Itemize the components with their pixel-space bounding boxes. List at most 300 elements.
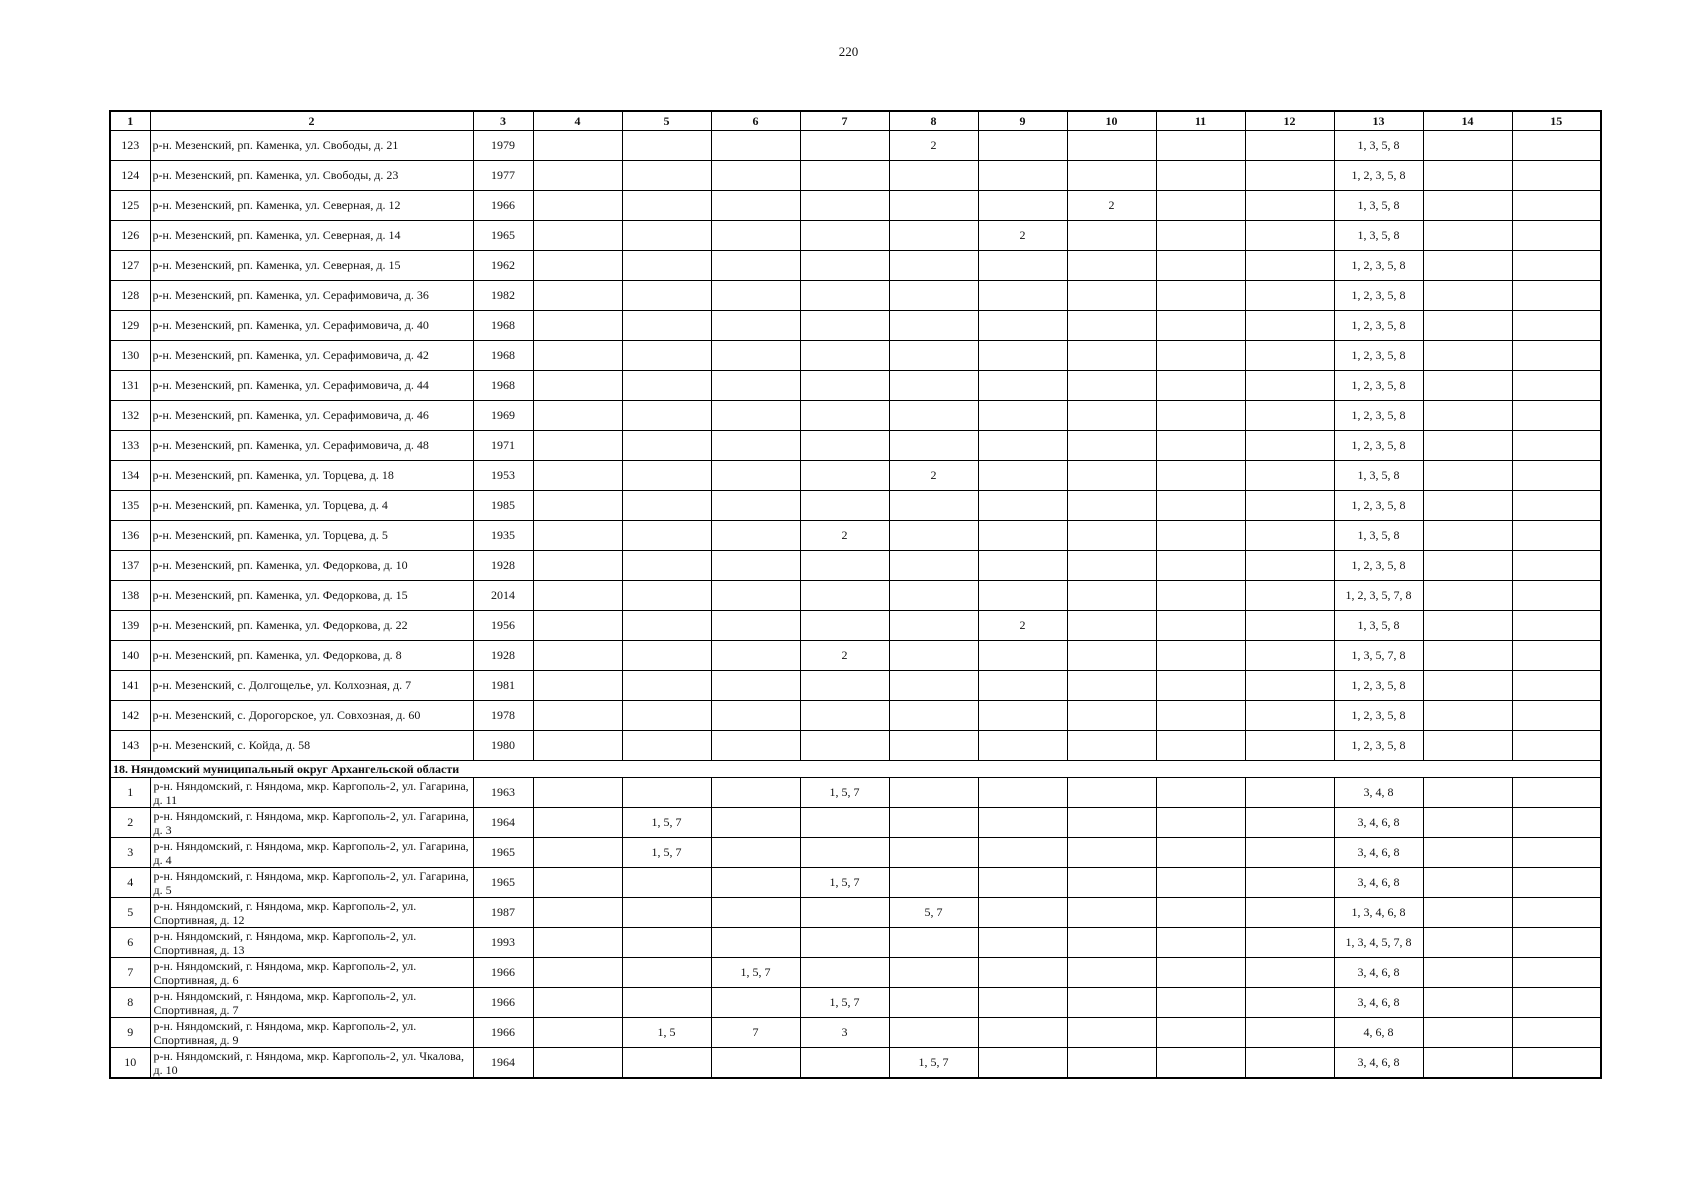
table-cell xyxy=(711,551,800,581)
table-cell xyxy=(622,431,711,461)
table-cell xyxy=(1423,671,1512,701)
table-cell xyxy=(1067,401,1156,431)
column-header: 8 xyxy=(889,111,978,131)
table-cell xyxy=(1423,161,1512,191)
table-cell xyxy=(533,898,622,928)
table-cell xyxy=(800,191,889,221)
table-cell xyxy=(711,251,800,281)
table-cell xyxy=(622,958,711,988)
table-cell xyxy=(1423,251,1512,281)
table-cell: 3 xyxy=(110,838,150,868)
table-cell xyxy=(1423,461,1512,491)
table-cell xyxy=(1156,928,1245,958)
table-cell xyxy=(800,371,889,401)
address-cell: р-н. Мезенский, с. Дорогорское, ул. Совхозная, д. 60 xyxy=(150,701,473,731)
table-cell xyxy=(889,868,978,898)
table-cell xyxy=(800,671,889,701)
table-cell: 1, 3, 4, 5, 7, 8 xyxy=(1334,928,1423,958)
table-cell xyxy=(533,161,622,191)
table-cell: 1, 3, 5, 7, 8 xyxy=(1334,641,1423,671)
table-row xyxy=(110,1048,1601,1079)
table-cell xyxy=(1156,131,1245,161)
table-cell xyxy=(1156,808,1245,838)
column-header: 15 xyxy=(1512,111,1601,131)
column-header: 6 xyxy=(711,111,800,131)
table-cell xyxy=(533,731,622,761)
table-cell: 125 xyxy=(110,191,150,221)
table-cell xyxy=(1067,671,1156,701)
table-cell xyxy=(1423,1048,1512,1079)
table-cell: 2 xyxy=(1067,191,1156,221)
table-cell: 1956 xyxy=(473,611,533,641)
table-cell: 1953 xyxy=(473,461,533,491)
table-cell xyxy=(711,808,800,838)
table-cell: 1966 xyxy=(473,988,533,1018)
table-cell xyxy=(711,341,800,371)
table-cell xyxy=(533,611,622,641)
table-cell xyxy=(1067,491,1156,521)
table-cell: 1, 2, 3, 5, 8 xyxy=(1334,161,1423,191)
table-cell xyxy=(1512,778,1601,808)
table-cell xyxy=(1423,431,1512,461)
table-row xyxy=(110,611,1601,641)
table-cell xyxy=(1067,281,1156,311)
address-cell: р-н. Мезенский, рп. Каменка, ул. Свободы, д. 21 xyxy=(150,131,473,161)
table-cell xyxy=(1067,898,1156,928)
table-cell xyxy=(1245,461,1334,491)
table-cell xyxy=(1423,898,1512,928)
table-cell xyxy=(800,581,889,611)
table-cell xyxy=(978,898,1067,928)
table-row xyxy=(110,251,1601,281)
table-cell: 1 xyxy=(110,778,150,808)
table-row xyxy=(110,731,1601,761)
table-cell xyxy=(800,401,889,431)
table-cell xyxy=(889,521,978,551)
table-cell xyxy=(800,491,889,521)
table-cell xyxy=(889,431,978,461)
table-cell xyxy=(1156,401,1245,431)
table-cell xyxy=(978,311,1067,341)
table-row xyxy=(110,131,1601,161)
table-cell xyxy=(1512,371,1601,401)
table-cell: 139 xyxy=(110,611,150,641)
table-cell xyxy=(1423,611,1512,641)
address-cell: р-н. Мезенский, рп. Каменка, ул. Серафимовича, д. 48 xyxy=(150,431,473,461)
table-cell xyxy=(1245,551,1334,581)
table-cell xyxy=(622,161,711,191)
table-cell xyxy=(1245,671,1334,701)
table-cell xyxy=(1423,868,1512,898)
table-cell: 2 xyxy=(978,221,1067,251)
table-cell xyxy=(1067,958,1156,988)
column-header: 13 xyxy=(1334,111,1423,131)
table-cell xyxy=(800,958,889,988)
table-cell: 1, 3, 5, 8 xyxy=(1334,191,1423,221)
table-cell xyxy=(889,1018,978,1048)
table-cell xyxy=(978,701,1067,731)
table-cell xyxy=(1156,898,1245,928)
address-cell: р-н. Мезенский, рп. Каменка, ул. Федоркова, д. 22 xyxy=(150,611,473,641)
table-cell xyxy=(978,251,1067,281)
table-cell xyxy=(1245,191,1334,221)
table-cell xyxy=(1156,311,1245,341)
table-cell: 134 xyxy=(110,461,150,491)
table-cell: 7 xyxy=(711,1018,800,1048)
table-cell xyxy=(1245,341,1334,371)
address-cell: р-н. Мезенский, рп. Каменка, ул. Северная, д. 12 xyxy=(150,191,473,221)
table-row xyxy=(110,1018,1601,1048)
table-cell xyxy=(800,551,889,581)
table-cell xyxy=(889,551,978,581)
table-cell: 135 xyxy=(110,491,150,521)
table-cell xyxy=(622,928,711,958)
table-cell: 1, 2, 3, 5, 8 xyxy=(1334,731,1423,761)
table-cell xyxy=(1423,988,1512,1018)
address-cell: р-н. Мезенский, рп. Каменка, ул. Серафимовича, д. 40 xyxy=(150,311,473,341)
table-cell xyxy=(1423,641,1512,671)
table-cell xyxy=(1067,551,1156,581)
table-cell xyxy=(1512,281,1601,311)
table-cell xyxy=(622,581,711,611)
table-cell xyxy=(1067,431,1156,461)
table-cell: 1, 3, 5, 8 xyxy=(1334,221,1423,251)
table-cell xyxy=(533,581,622,611)
table-cell xyxy=(1067,221,1156,251)
table-cell: 1985 xyxy=(473,491,533,521)
table-cell: 142 xyxy=(110,701,150,731)
table-cell: 8 xyxy=(110,988,150,1018)
table-cell xyxy=(1512,341,1601,371)
table-cell xyxy=(1067,778,1156,808)
table-cell: 3, 4, 8 xyxy=(1334,778,1423,808)
table-cell xyxy=(711,431,800,461)
table-cell xyxy=(1245,611,1334,641)
table-cell xyxy=(1512,868,1601,898)
table-cell xyxy=(1156,431,1245,461)
table-cell xyxy=(622,371,711,401)
table-cell xyxy=(1156,1048,1245,1079)
table-cell xyxy=(1423,581,1512,611)
table-cell xyxy=(1245,581,1334,611)
table-cell xyxy=(1156,161,1245,191)
table-cell xyxy=(622,701,711,731)
table-cell: 140 xyxy=(110,641,150,671)
table-cell xyxy=(1512,1048,1601,1079)
table-cell xyxy=(978,161,1067,191)
table-cell: 138 xyxy=(110,581,150,611)
table-cell: 136 xyxy=(110,521,150,551)
table-cell xyxy=(1245,731,1334,761)
table-cell: 1966 xyxy=(473,191,533,221)
table-cell: 2 xyxy=(800,641,889,671)
table-cell xyxy=(711,868,800,898)
table-cell xyxy=(1156,671,1245,701)
table-cell: 1928 xyxy=(473,641,533,671)
table-cell xyxy=(1512,251,1601,281)
table-cell: 2 xyxy=(800,521,889,551)
table-cell xyxy=(1156,371,1245,401)
table-cell xyxy=(533,521,622,551)
table-cell xyxy=(533,1018,622,1048)
table-row xyxy=(110,521,1601,551)
table-cell: 2 xyxy=(110,808,150,838)
table-cell xyxy=(1245,988,1334,1018)
table-cell xyxy=(1423,311,1512,341)
table-cell xyxy=(1512,551,1601,581)
table-cell xyxy=(1067,988,1156,1018)
table-cell xyxy=(1512,1018,1601,1048)
column-header: 4 xyxy=(533,111,622,131)
table-cell xyxy=(1067,868,1156,898)
table-cell xyxy=(1245,838,1334,868)
table-cell xyxy=(889,251,978,281)
address-cell: р-н. Няндомский, г. Няндома, мкр. Каргополь-2, ул. Спортивная, д. 6 xyxy=(150,958,473,988)
table-cell xyxy=(1512,958,1601,988)
table-cell xyxy=(1245,701,1334,731)
column-header: 1 xyxy=(110,111,150,131)
table-cell xyxy=(533,221,622,251)
table-cell xyxy=(622,898,711,928)
table-cell: 132 xyxy=(110,401,150,431)
address-cell: р-н. Мезенский, рп. Каменка, ул. Торцева, д. 18 xyxy=(150,461,473,491)
table-cell xyxy=(1156,221,1245,251)
table-cell xyxy=(622,311,711,341)
table-cell xyxy=(533,191,622,221)
table-cell xyxy=(800,131,889,161)
table-cell xyxy=(1512,221,1601,251)
table-cell xyxy=(533,461,622,491)
table-cell xyxy=(978,868,1067,898)
table-cell xyxy=(1067,808,1156,838)
table-row xyxy=(110,988,1601,1018)
table-cell xyxy=(1156,958,1245,988)
table-row xyxy=(110,581,1601,611)
table-cell xyxy=(622,491,711,521)
section-title: 18. Няндомский муниципальный округ Архангельской области xyxy=(110,761,1601,778)
table-cell xyxy=(1156,461,1245,491)
table-cell xyxy=(978,928,1067,958)
table-cell xyxy=(800,251,889,281)
table-cell: 3, 4, 6, 8 xyxy=(1334,868,1423,898)
table-cell xyxy=(889,491,978,521)
address-cell: р-н. Мезенский, рп. Каменка, ул. Свободы, д. 23 xyxy=(150,161,473,191)
table-cell xyxy=(978,281,1067,311)
table-cell: 6 xyxy=(110,928,150,958)
table-cell xyxy=(622,401,711,431)
table-cell xyxy=(1156,1018,1245,1048)
table-cell xyxy=(1423,928,1512,958)
table-cell xyxy=(1245,928,1334,958)
table-cell xyxy=(1245,778,1334,808)
table-cell: 1977 xyxy=(473,161,533,191)
table-cell xyxy=(1512,701,1601,731)
table-cell: 1, 5, 7 xyxy=(622,838,711,868)
table-cell xyxy=(1423,131,1512,161)
table-row xyxy=(110,701,1601,731)
table-cell xyxy=(622,341,711,371)
table-cell xyxy=(978,371,1067,401)
table-cell xyxy=(1156,778,1245,808)
table-cell xyxy=(533,431,622,461)
table-cell xyxy=(1423,341,1512,371)
table-cell xyxy=(978,641,1067,671)
table-cell: 1969 xyxy=(473,401,533,431)
table-cell: 123 xyxy=(110,131,150,161)
column-header: 12 xyxy=(1245,111,1334,131)
table-cell xyxy=(533,671,622,701)
table-cell xyxy=(1245,431,1334,461)
table-cell: 1, 2, 3, 5, 8 xyxy=(1334,341,1423,371)
table-cell xyxy=(978,551,1067,581)
table-cell: 1, 2, 3, 5, 8 xyxy=(1334,431,1423,461)
column-header: 7 xyxy=(800,111,889,131)
table-cell: 137 xyxy=(110,551,150,581)
table-cell: 1965 xyxy=(473,838,533,868)
table-cell xyxy=(889,611,978,641)
address-cell: р-н. Няндомский, г. Няндома, мкр. Каргополь-2, ул. Чкалова, д. 10 xyxy=(150,1048,473,1079)
table-cell: 1, 5, 7 xyxy=(889,1048,978,1079)
table-row xyxy=(110,341,1601,371)
table-cell xyxy=(1512,611,1601,641)
table-cell xyxy=(711,491,800,521)
table-cell xyxy=(800,311,889,341)
table-cell xyxy=(1067,371,1156,401)
table-cell: 131 xyxy=(110,371,150,401)
table-cell xyxy=(889,671,978,701)
table-row xyxy=(110,491,1601,521)
table-row xyxy=(110,431,1601,461)
table-cell: 3, 4, 6, 8 xyxy=(1334,1048,1423,1079)
table-cell: 1, 5, 7 xyxy=(711,958,800,988)
table-cell xyxy=(622,191,711,221)
table-cell xyxy=(711,731,800,761)
table-cell xyxy=(800,431,889,461)
table-cell: 1, 5 xyxy=(622,1018,711,1048)
table-row xyxy=(110,868,1601,898)
table-cell: 7 xyxy=(110,958,150,988)
table-cell: 1, 2, 3, 5, 8 xyxy=(1334,251,1423,281)
table-cell xyxy=(1512,161,1601,191)
table-cell xyxy=(533,371,622,401)
address-cell: р-н. Мезенский, с. Койда, д. 58 xyxy=(150,731,473,761)
table-cell xyxy=(889,731,978,761)
table-cell xyxy=(978,671,1067,701)
table-cell xyxy=(533,701,622,731)
table-cell xyxy=(711,671,800,701)
table-cell: 1966 xyxy=(473,958,533,988)
table-cell xyxy=(1067,161,1156,191)
table-cell xyxy=(1156,551,1245,581)
table-cell xyxy=(978,581,1067,611)
table-cell: 1966 xyxy=(473,1018,533,1048)
table-cell xyxy=(711,898,800,928)
table-row xyxy=(110,461,1601,491)
table-cell xyxy=(1245,161,1334,191)
table-cell xyxy=(1512,581,1601,611)
table-cell xyxy=(1423,401,1512,431)
table-cell xyxy=(978,461,1067,491)
table-cell: 1, 2, 3, 5, 8 xyxy=(1334,491,1423,521)
table-cell: 1, 5, 7 xyxy=(622,808,711,838)
table-cell xyxy=(711,131,800,161)
table-cell xyxy=(711,401,800,431)
table-cell: 126 xyxy=(110,221,150,251)
table-cell xyxy=(1423,371,1512,401)
table-cell xyxy=(1156,251,1245,281)
table-cell: 141 xyxy=(110,671,150,701)
column-header: 9 xyxy=(978,111,1067,131)
address-cell: р-н. Мезенский, рп. Каменка, ул. Серафимовича, д. 46 xyxy=(150,401,473,431)
table-cell xyxy=(1156,988,1245,1018)
table-cell xyxy=(622,131,711,161)
table-cell xyxy=(1067,838,1156,868)
column-header-row xyxy=(110,111,1601,131)
address-cell: р-н. Мезенский, рп. Каменка, ул. Серафимовича, д. 42 xyxy=(150,341,473,371)
table-cell xyxy=(1067,521,1156,551)
table-cell xyxy=(1245,281,1334,311)
table-cell: 5 xyxy=(110,898,150,928)
table-cell xyxy=(978,958,1067,988)
table-cell xyxy=(889,401,978,431)
table-cell xyxy=(1067,928,1156,958)
table-cell xyxy=(1245,1018,1334,1048)
table-cell: 2 xyxy=(889,461,978,491)
table-row xyxy=(110,838,1601,868)
table-row xyxy=(110,371,1601,401)
address-cell: р-н. Мезенский, рп. Каменка, ул. Федоркова, д. 10 xyxy=(150,551,473,581)
table-cell xyxy=(1423,701,1512,731)
table-cell xyxy=(889,641,978,671)
table-cell xyxy=(1423,958,1512,988)
table-cell xyxy=(533,838,622,868)
column-header: 14 xyxy=(1423,111,1512,131)
table-cell: 129 xyxy=(110,311,150,341)
table-cell xyxy=(978,131,1067,161)
table-cell xyxy=(978,491,1067,521)
table-cell: 3, 4, 6, 8 xyxy=(1334,808,1423,838)
table-cell: 1, 5, 7 xyxy=(800,868,889,898)
table-cell xyxy=(1067,1048,1156,1079)
table-cell xyxy=(622,521,711,551)
address-cell: р-н. Мезенский, рп. Каменка, ул. Серафимовича, д. 44 xyxy=(150,371,473,401)
table-cell: 1, 3, 5, 8 xyxy=(1334,131,1423,161)
table-cell: 1964 xyxy=(473,808,533,838)
table-cell xyxy=(889,778,978,808)
table-cell xyxy=(889,221,978,251)
table-cell xyxy=(800,611,889,641)
table-cell xyxy=(533,778,622,808)
table-cell xyxy=(711,701,800,731)
housing-table xyxy=(109,110,1602,1079)
address-cell: р-н. Мезенский, рп. Каменка, ул. Северная, д. 15 xyxy=(150,251,473,281)
table-cell xyxy=(622,221,711,251)
table-cell: 1968 xyxy=(473,311,533,341)
table-cell: 3, 4, 6, 8 xyxy=(1334,838,1423,868)
table-cell xyxy=(711,928,800,958)
table-cell: 1965 xyxy=(473,868,533,898)
address-cell: р-н. Мезенский, рп. Каменка, ул. Торцева, д. 5 xyxy=(150,521,473,551)
table-cell xyxy=(622,1048,711,1079)
table-cell xyxy=(1423,521,1512,551)
table-cell xyxy=(1512,808,1601,838)
table-cell: 1935 xyxy=(473,521,533,551)
table-cell xyxy=(1512,928,1601,958)
table-cell: 1, 5, 7 xyxy=(800,778,889,808)
table-cell xyxy=(533,808,622,838)
table-cell xyxy=(1512,731,1601,761)
table-cell xyxy=(711,778,800,808)
